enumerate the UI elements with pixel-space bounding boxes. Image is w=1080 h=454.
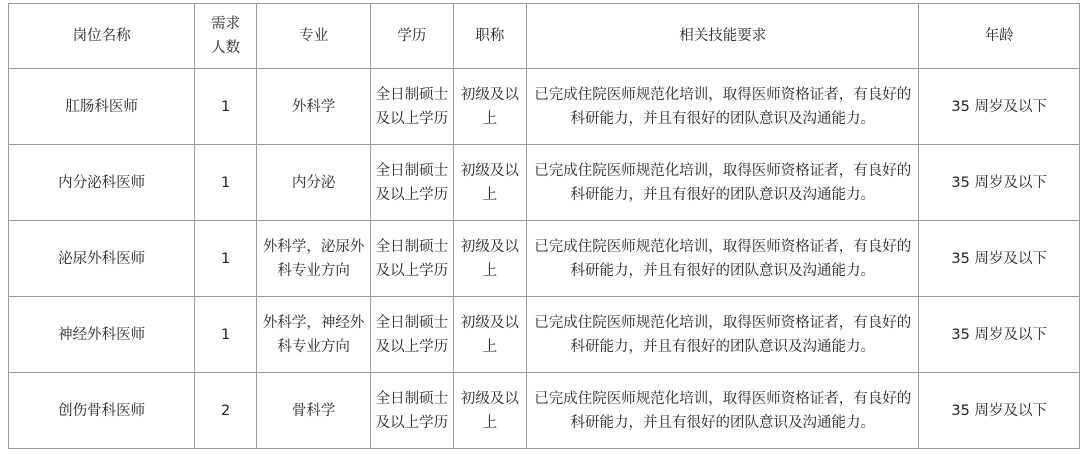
cell-title: 初级及以上: [453, 69, 526, 145]
recruitment-table: [8, 3, 1080, 449]
table-row: [9, 221, 1080, 297]
cell-skills: 已完成住院医师规范化培训，取得医师资格证者，有良好的科研能力，并且有很好的团队意识及沟通能力。: [527, 69, 919, 145]
header-skills: 相关技能要求: [527, 4, 919, 69]
cell-count: 1: [195, 221, 257, 297]
cell-major: 外科学，神经外科专业方向: [257, 297, 371, 373]
cell-age: 35 周岁及以下: [919, 297, 1080, 373]
cell-skills: 已完成住院医师规范化培训，取得医师资格证者，有良好的科研能力，并且有很好的团队意识及沟通能力。: [527, 145, 919, 221]
cell-title: 初级及以上: [453, 373, 526, 449]
header-major: 专业: [257, 4, 371, 69]
cell-position: 肛肠科医师: [9, 69, 195, 145]
cell-education: 全日制硕士及以上学历: [371, 69, 453, 145]
cell-skills: 已完成住院医师规范化培训，取得医师资格证者，有良好的科研能力，并且有很好的团队意识及沟通能力。: [527, 297, 919, 373]
table-row: [9, 145, 1080, 221]
header-row: [9, 4, 1080, 69]
cell-education: 全日制硕士及以上学历: [371, 145, 453, 221]
cell-position: 创伤骨科医师: [9, 373, 195, 449]
cell-skills: 已完成住院医师规范化培训，取得医师资格证者，有良好的科研能力，并且有很好的团队意识及沟通能力。: [527, 373, 919, 449]
cell-education: 全日制硕士及以上学历: [371, 373, 453, 449]
cell-title: 初级及以上: [453, 145, 526, 221]
cell-age: 35 周岁及以下: [919, 373, 1080, 449]
table-row: [9, 297, 1080, 373]
table-row: [9, 373, 1080, 449]
cell-position: 神经外科医师: [9, 297, 195, 373]
cell-title: 初级及以上: [453, 297, 526, 373]
cell-education: 全日制硕士及以上学历: [371, 297, 453, 373]
cell-skills: 已完成住院医师规范化培训，取得医师资格证者，有良好的科研能力，并且有很好的团队意识及沟通能力。: [527, 221, 919, 297]
header-education: 学历: [371, 4, 453, 69]
cell-age: 35 周岁及以下: [919, 221, 1080, 297]
cell-count: 2: [195, 373, 257, 449]
cell-age: 35 周岁及以下: [919, 145, 1080, 221]
table-row: [9, 69, 1080, 145]
cell-title: 初级及以上: [453, 221, 526, 297]
cell-major: 外科学，泌尿外科专业方向: [257, 221, 371, 297]
header-age: 年龄: [919, 4, 1080, 69]
cell-age: 35 周岁及以下: [919, 69, 1080, 145]
cell-major: 外科学: [257, 69, 371, 145]
cell-major: 内分泌: [257, 145, 371, 221]
cell-count: 1: [195, 69, 257, 145]
header-title: 职称: [453, 4, 526, 69]
header-count: 需求人数: [195, 4, 257, 69]
cell-count: 1: [195, 145, 257, 221]
cell-education: 全日制硕士及以上学历: [371, 221, 453, 297]
header-position: 岗位名称: [9, 4, 195, 69]
cell-count: 1: [195, 297, 257, 373]
cell-position: 泌尿外科医师: [9, 221, 195, 297]
cell-position: 内分泌科医师: [9, 145, 195, 221]
cell-major: 骨科学: [257, 373, 371, 449]
